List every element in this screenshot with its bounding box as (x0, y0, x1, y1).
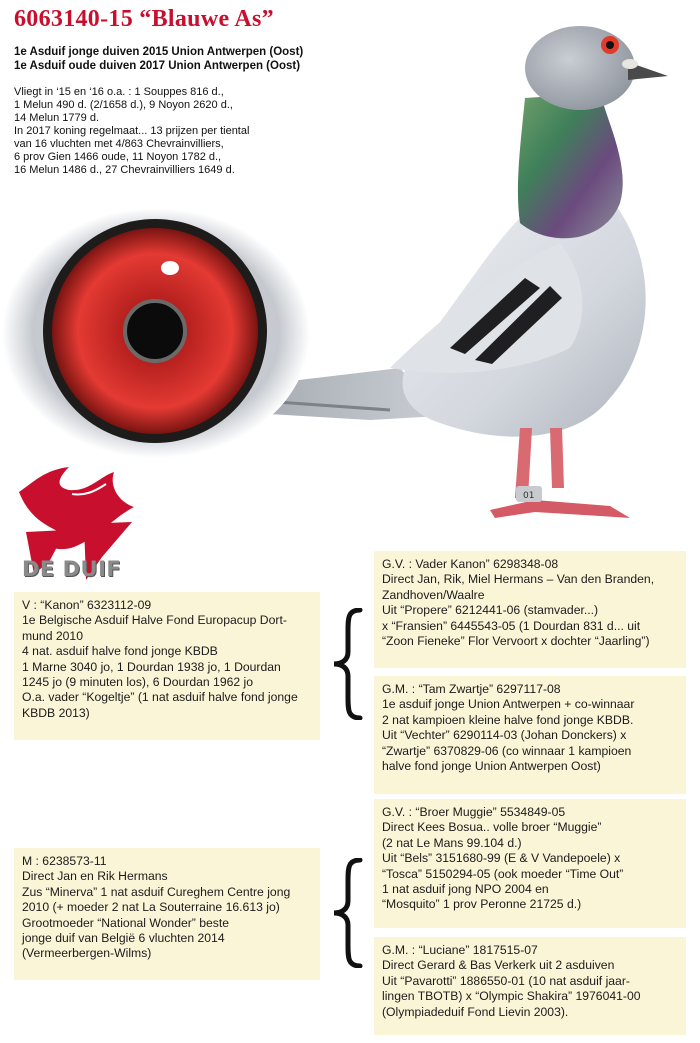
maternal-grandfather-box (374, 799, 686, 928)
grandparent-line: G.V. : “Broer Muggie” 5534849-05 (382, 805, 566, 819)
paternal-grandmother-box (374, 676, 686, 794)
grandparent-line: “Tosca” 5150294-05 (ook moeder “Time Out” (382, 866, 624, 881)
mother-line: Grootmoeder “National Wonder” beste (22, 915, 230, 930)
subtitle-line: 1e Asduif oude duiven 2017 Union Antwerpen (Oost) (14, 60, 301, 72)
intro-line: Vliegt in ‘15 en ‘16 o.a. : 1 Souppes 816 d., (14, 86, 224, 98)
mother-line: Direct Jan en Rik Hermans (22, 869, 168, 884)
mother-line: 2010 (+ moeder 2 nat La Souterraine 16.613 jo) (22, 900, 280, 915)
paternal-grandfather-box (374, 551, 686, 668)
grandparent-line: 1 nat asduif jong NPO 2004 en (382, 882, 549, 897)
eye-closeup (0, 206, 312, 460)
father-line: V : “Kanon” 6323112-09 (22, 598, 152, 612)
father-line: O.a. vader “Kogeltje” (1 nat asduif halve fond jonge (22, 690, 298, 705)
mother-box (14, 848, 320, 980)
grandparent-line: Direct Jan, Rik, Miel Hermans – Van den Branden, (382, 572, 655, 587)
grandparent-line: Uit “Vechter” 6290114-03 (Johan Donckers) x (382, 728, 627, 743)
intro-line: 6 prov Gien 1466 oude, 11 Noyon 1782 d., (14, 151, 222, 163)
father-line: 1 Marne 3040 jo, 1 Dourdan 1938 jo, 1 Dourdan (22, 659, 281, 674)
grandparent-line: (2 nat Le Mans 99.104 d.) (382, 835, 522, 850)
intro-line: 16 Melun 1486 d., 27 Chevrainvilliers 1649 d. (14, 164, 235, 176)
mother-line: Zus “Minerva” 1 nat asduif Cureghem Centre jong (22, 884, 291, 899)
grandparent-line: Uit “Pavarotti” 1886550-01 (10 nat asduif jaar- (382, 973, 630, 988)
grandparent-line: Direct Kees Bosua.. volle broer “Muggie” (382, 820, 602, 835)
grandparent-line: (Olympiadeduif Fond Lievin 2003). (382, 1004, 569, 1019)
maternal-grandmother-box (374, 937, 686, 1035)
grandparent-line: Direct Gerard & Bas Verkerk uit 2 asduiven (382, 958, 615, 973)
grandparent-line: x “Fransien” 6445543-05 (1 Dourdan 831 d... uit (382, 618, 641, 633)
grandparent-line: “Mosquito” 1 prov Peronne 21725 d.) (382, 897, 582, 912)
intro-line: van 16 vluchten met 4/863 Chevrainvilliers, (14, 138, 224, 150)
grandparent-line: Uit “Propere” 6212441-06 (stamvader...) (382, 603, 599, 618)
grandparent-line: “Zwartje” 6370829-06 (co winnaar 1 kampioen (382, 743, 632, 758)
grandparent-line: 1e asduif jonge Union Antwerpen + co-winnaar (382, 697, 635, 712)
intro-line: 1 Melun 490 d. (2/1658 d.), 9 Noyon 2620 d., (14, 99, 233, 111)
mother-line: jonge duif van België 6 vluchten 2014 (22, 931, 225, 946)
intro-line: 14 Melun 1779 d. (14, 112, 100, 124)
father-line: 1e Belgische Asduif Halve Fond Europacup Dort- (22, 613, 287, 628)
brace-icon (330, 858, 366, 968)
father-line: 1245 jo (9 minuten los), 6 Dourdan 1962 jo (22, 675, 254, 690)
mother-line: M : 6238573-11 (22, 854, 107, 868)
father-box (14, 592, 320, 740)
father-line: mund 2010 (22, 628, 83, 643)
grandparent-line: 2 nat kampioen kleine halve fond jonge KBDB. (382, 712, 634, 727)
logo-text: DE DUIF (22, 557, 122, 581)
page-title: 6063140-15 “Blauwe As” (14, 6, 274, 32)
brace-icon (330, 608, 366, 720)
father-line: KBDB 2013) (22, 705, 90, 720)
father-line: 4 nat. asduif halve fond jonge KBDB (22, 644, 218, 659)
grandparent-line: halve fond jonge Union Antwerpen Oost) (382, 759, 601, 774)
intro-line: In 2017 koning regelmaat... 13 prijzen per tiental (14, 125, 250, 137)
grandparent-line: lingen TBOTB) x “Olympic Shakira” 1976041-00 (382, 989, 641, 1004)
mother-line: (Vermeerbergen-Wilms) (22, 946, 152, 961)
grandparent-line: Uit “Bels” 3151680-99 (E & V Vandepoele) x (382, 851, 621, 866)
grandparent-line: “Zoon Fieneke” Flor Vervoort x dochter “Jaarling”) (382, 634, 650, 649)
grandparent-line: G.M. : “Tam Zwartje” 6297117-08 (382, 682, 561, 696)
grandparent-line: G.V. : Vader Kanon” 6298348-08 (382, 557, 559, 571)
grandparent-line: G.M. : “Luciane” 1817515-07 (382, 943, 538, 957)
subtitle-line: 1e Asduif jonge duiven 2015 Union Antwerpen (Oost) (14, 46, 304, 58)
svg-text:01: 01 (523, 491, 535, 501)
grandparent-line: Zandhoven/Waalre (382, 587, 485, 602)
